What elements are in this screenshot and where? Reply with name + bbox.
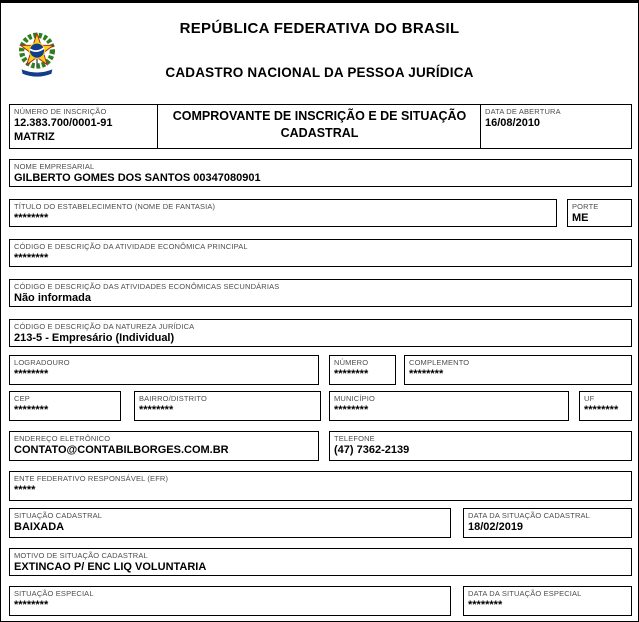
field-value: BAIXADA xyxy=(14,520,65,533)
field-value: ******** xyxy=(468,598,503,611)
field-label: SITUAÇÃO CADASTRAL xyxy=(14,511,103,520)
row-inscricao-titulo-abertura xyxy=(9,104,632,149)
field-value: (47) 7362-2139 xyxy=(334,443,410,456)
field-label: CEP xyxy=(14,394,30,403)
field-nome-fantasia xyxy=(9,199,557,227)
field-label: CÓDIGO E DESCRIÇÃO DA NATUREZA JURÍDICA xyxy=(14,322,195,331)
field-atividade-principal xyxy=(9,239,632,267)
field-situacao-especial xyxy=(9,586,451,616)
field-label: TÍTULO DO ESTABELECIMENTO (NOME DE FANTASIA) xyxy=(14,202,216,211)
field-complemento xyxy=(404,355,632,385)
field-numero xyxy=(329,355,396,385)
field-situacao-cadastral xyxy=(9,508,451,538)
field-label: COMPLEMENTO xyxy=(409,358,470,367)
field-label: DATA DA SITUAÇÃO CADASTRAL xyxy=(468,511,590,520)
header-title-cadastro: CADASTRO NACIONAL DA PESSOA JURÍDICA xyxy=(165,65,474,80)
field-data-situacao-cadastral xyxy=(463,508,632,538)
field-value: ******** xyxy=(14,367,49,380)
field-label: TELEFONE xyxy=(334,434,375,443)
field-label: CÓDIGO E DESCRIÇÃO DA ATIVIDADE ECONÔMICA PRINCIPAL xyxy=(14,242,248,251)
field-label: DATA DE ABERTURA xyxy=(485,107,561,116)
field-cep xyxy=(9,391,121,421)
comprovante-title: COMPROVANTE DE INSCRIÇÃO E DE SITUAÇÃO CADASTRAL xyxy=(172,109,467,140)
field-bairro-distrito xyxy=(134,391,321,421)
field-label: CÓDIGO E DESCRIÇÃO DAS ATIVIDADES ECONÔMICAS SECUNDÁRIAS xyxy=(14,282,280,291)
field-label: LOGRADOURO xyxy=(14,358,70,367)
field-porte xyxy=(567,199,632,227)
field-telefone xyxy=(329,431,632,461)
field-label: ENTE FEDERATIVO RESPONSÁVEL (EFR) xyxy=(14,474,169,483)
field-value: 16/08/2010 xyxy=(485,116,541,129)
field-label: BAIRRO/DISTRITO xyxy=(139,394,207,403)
field-label: PORTE xyxy=(572,202,599,211)
field-numero-inscricao xyxy=(10,105,157,148)
field-matriz-flag: MATRIZ xyxy=(14,130,55,143)
field-value: ***** xyxy=(14,483,36,496)
field-value: ME xyxy=(572,211,589,224)
field-data-situacao-especial xyxy=(463,586,632,616)
field-label: NÚMERO xyxy=(334,358,369,367)
field-value: Não informada xyxy=(14,291,92,304)
field-logradouro xyxy=(9,355,319,385)
field-label: MUNICÍPIO xyxy=(334,394,375,403)
field-municipio xyxy=(329,391,569,421)
field-value: EXTINCAO P/ ENC LIQ VOLUNTARIA xyxy=(14,560,207,573)
field-value: ******** xyxy=(334,403,369,416)
field-value: ******** xyxy=(584,403,619,416)
field-value: ******** xyxy=(139,403,174,416)
field-label: SITUAÇÃO ESPECIAL xyxy=(14,589,94,598)
field-label: MOTIVO DE SITUAÇÃO CADASTRAL xyxy=(14,551,148,560)
field-uf xyxy=(579,391,632,421)
field-natureza-juridica xyxy=(9,319,632,347)
field-label: ENDEREÇO ELETRÔNICO xyxy=(14,434,111,443)
field-value: ******** xyxy=(334,367,369,380)
field-efr xyxy=(9,471,632,501)
field-value: GILBERTO GOMES DOS SANTOS 00347080901 xyxy=(14,171,261,184)
field-motivo-situacao-cadastral xyxy=(9,548,632,576)
field-value: ******** xyxy=(14,598,49,611)
field-value: ******** xyxy=(14,403,49,416)
field-data-abertura xyxy=(481,105,631,148)
header-title-republica: REPÚBLICA FEDERATIVA DO BRASIL xyxy=(179,20,460,37)
field-label: DATA DA SITUAÇÃO ESPECIAL xyxy=(468,589,582,598)
field-nome-empresarial xyxy=(9,159,632,187)
field-label: UF xyxy=(584,394,595,403)
field-label: NOME EMPRESARIAL xyxy=(14,162,95,171)
field-value: 12.383.700/0001-91 xyxy=(14,116,113,129)
field-value: ******** xyxy=(14,251,49,264)
field-label: NÚMERO DE INSCRIÇÃO xyxy=(14,107,107,116)
field-atividades-secundarias xyxy=(9,279,632,307)
field-endereco-eletronico xyxy=(9,431,319,461)
comprovante-title-box xyxy=(157,105,481,148)
field-value: 213-5 - Empresário (Individual) xyxy=(14,331,175,344)
field-value: ******** xyxy=(14,211,49,224)
field-value: 18/02/2019 xyxy=(468,520,524,533)
field-value: CONTATO@CONTABILBORGES.COM.BR xyxy=(14,443,229,456)
field-value: ******** xyxy=(409,367,444,380)
